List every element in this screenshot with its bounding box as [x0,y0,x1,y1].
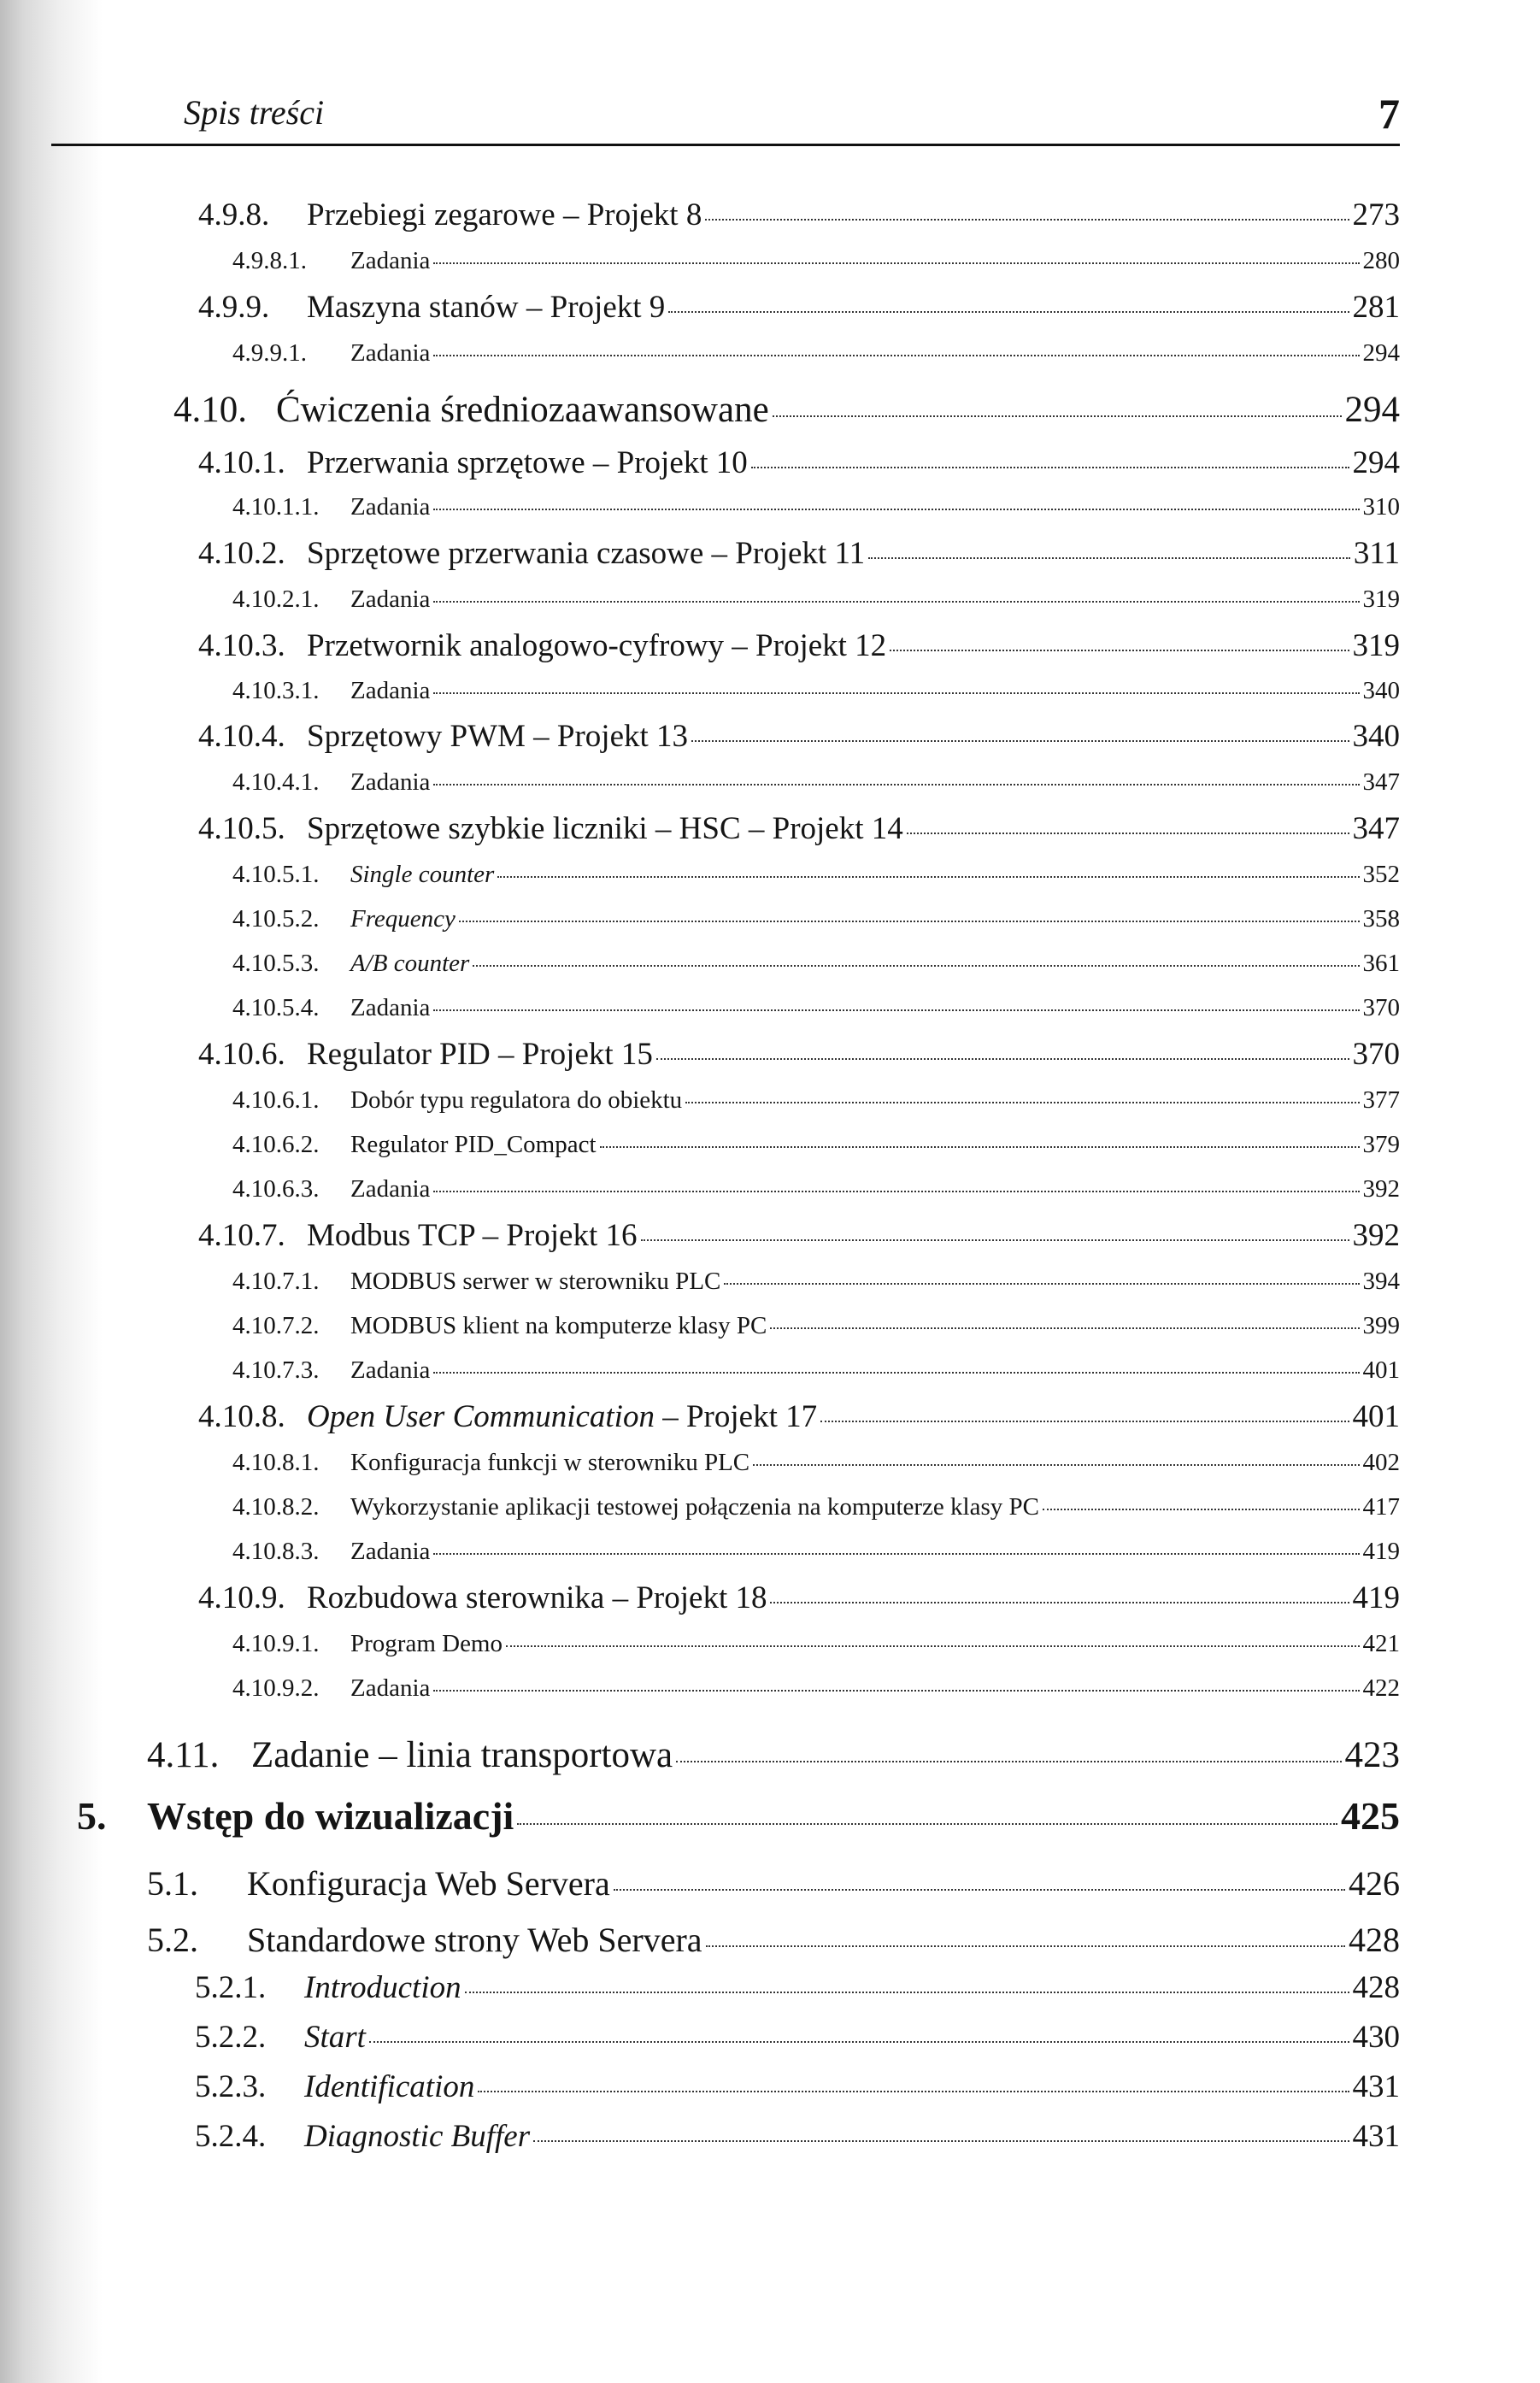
toc-entry-number: 4.10.5.4. [232,994,320,1021]
toc-entry[interactable] [232,1268,1400,1296]
toc-entry-number: 5.2.1. [195,1970,267,2005]
toc-entry[interactable] [232,494,1400,521]
toc-leader-dots [1043,1509,1360,1510]
toc-entry-page: 370 [1352,1037,1400,1072]
toc-entry-title: Zadania [350,994,431,1021]
toc-entry-number: 4.9.9.1. [232,339,307,367]
toc-entry-number: 4.10.7.3. [232,1356,320,1384]
toc-leader-dots [705,219,1349,221]
toc-entry-page: 319 [1352,628,1400,663]
toc-entry-number: 4.10.5.3. [232,950,320,977]
toc-entry-number: 4.10.8.2. [232,1493,320,1521]
toc-entry[interactable] [198,198,1400,233]
toc-leader-dots [517,1823,1337,1825]
toc-entry[interactable] [232,1494,1400,1521]
toc-leader-dots [433,1009,1359,1011]
running-title: Spis treści [184,93,325,132]
toc-entry-number: 4.10.6.1. [232,1086,320,1114]
toc-leader-dots [770,1602,1349,1603]
toc-entry[interactable] [198,446,1400,481]
toc-entry-number: 4.10.5.1. [232,861,320,888]
toc-entry[interactable] [232,1631,1400,1658]
toc-entry-page: 340 [1362,677,1400,704]
toc-entry-number: 4.10.6.3. [232,1175,320,1203]
toc-entry-page: 311 [1353,536,1400,571]
toc-entry-page: 319 [1362,585,1400,613]
toc-entry-page: 425 [1341,1794,1400,1838]
toc-leader-dots [656,1058,1349,1060]
toc-entry-page: 402 [1362,1449,1400,1476]
toc-entry-page: 377 [1362,1086,1400,1114]
toc-leader-dots [614,1889,1345,1891]
toc-entry-title: MODBUS klient na komputerze klasy PC [350,1312,767,1339]
toc-entry-page: 431 [1352,2119,1400,2154]
toc-entry-title: Zadania [350,1674,431,1702]
toc-entry-title: Zadania [350,1175,431,1203]
toc-entry-title: Maszyna stanów – Projekt 9 [307,290,666,325]
toc-entry-title: Sprzętowe przerwania czasowe – Projekt 11 [307,536,866,571]
toc-leader-dots [465,1992,1349,1993]
toc-entry[interactable] [198,1400,1400,1435]
toc-leader-dots [533,2140,1349,2142]
toc-leader-dots [753,1464,1359,1466]
toc-entry-title: Przerwania sprzętowe – Projekt 10 [307,445,748,480]
toc-leader-dots [868,557,1350,559]
toc-entry[interactable] [195,1971,1400,2006]
toc-entry-number: 4.11. [147,1735,220,1775]
toc-entry-title: Introduction [304,1970,461,2005]
toc-entry-title: Zadania [350,339,431,367]
toc-entry-title: Sprzętowy PWM – Projekt 13 [307,719,689,754]
toc-entry-page: 394 [1362,1268,1400,1295]
toc-entry[interactable] [147,1735,1400,1775]
toc-entry-number: 4.10.7.1. [232,1268,320,1295]
toc-entry[interactable] [198,720,1400,755]
toc-leader-dots [691,740,1349,742]
toc-entry[interactable] [232,678,1400,705]
toc-entry[interactable] [198,1219,1400,1254]
toc-entry-number: 4.10.1.1. [232,493,320,521]
toc-entry[interactable] [232,248,1400,275]
toc-entry-number: 4.10.4.1. [232,768,320,796]
toc-entry-title: Dobór typu regulatora do obiektu [350,1086,683,1114]
toc-entry-title: Zadania [350,677,431,704]
toc-leader-dots [473,965,1359,967]
toc-entry-page: 428 [1352,1970,1400,2005]
toc-entry-number: 4.10.2. [198,536,285,571]
toc-entry-number: 4.10.2.1. [232,585,320,613]
toc-entry[interactable] [198,1038,1400,1073]
toc-leader-dots [907,833,1349,834]
toc-entry-page: 370 [1362,994,1400,1021]
toc-entry-page: 399 [1362,1312,1400,1339]
toc-leader-dots [676,1761,1341,1762]
toc-leader-dots [706,1945,1345,1947]
toc-entry-number: 4.10.9.1. [232,1630,320,1657]
toc-entry-number: 4.9.9. [198,290,270,325]
toc-entry-number: 5.1. [147,1864,198,1903]
toc-entry-title: Ćwiczenia średniozaawansowane [276,390,769,430]
toc-entry[interactable] [232,1132,1400,1159]
toc-entry-number: 4.10.1. [198,445,285,480]
toc-leader-dots [668,311,1349,313]
toc-entry-title-rest: – Projekt 17 [654,1399,818,1434]
toc-entry-title: Start [304,2020,366,2055]
toc-entry-page: 426 [1349,1864,1400,1903]
toc-entry[interactable] [198,537,1400,572]
toc-entry-page: 347 [1352,811,1400,846]
toc-leader-dots [433,355,1359,356]
toc-entry-number: 4.10.9.2. [232,1674,320,1702]
toc-entry[interactable] [173,390,1400,430]
toc-entry-number: 4.10.8. [198,1399,285,1434]
toc-leader-dots [497,876,1359,878]
toc-entry[interactable] [232,1675,1400,1703]
toc-entry-title: Diagnostic Buffer [304,2119,531,2154]
toc-entry-number: 4.10.3. [198,628,285,663]
toc-entry-title: Wykorzystanie aplikacji testowej połączenia na komputerze klasy PC [350,1493,1039,1521]
toc-entry[interactable] [232,1087,1400,1115]
toc-entry-number: 5. [77,1794,107,1838]
toc-entry-page: 392 [1362,1175,1400,1203]
toc-entry[interactable] [232,1450,1400,1477]
toc-entry-page: 347 [1362,768,1400,796]
toc-entry-number: 4.10.4. [198,719,285,754]
toc-entry-number: 4.10.7. [198,1218,285,1253]
toc-entry-number: 4.10.3.1. [232,677,320,704]
toc-entry[interactable] [195,2070,1400,2105]
toc-entry-number: 4.10.8.3. [232,1538,320,1565]
toc-entry[interactable] [198,812,1400,847]
toc-entry[interactable] [232,1176,1400,1203]
toc-entry-title [307,1400,817,1435]
toc-leader-dots [770,1327,1359,1329]
toc-entry-page: 423 [1344,1735,1400,1775]
toc-entry[interactable] [232,862,1400,889]
toc-leader-dots [433,509,1359,510]
toc-entry-page: 428 [1349,1921,1400,1959]
toc-entry-page: 392 [1352,1218,1400,1253]
toc-entry-page: 401 [1362,1356,1400,1384]
toc-entry-title: MODBUS serwer w sterowniku PLC [350,1268,721,1295]
toc-entry[interactable] [232,1357,1400,1385]
toc-entry-page: 419 [1352,1580,1400,1615]
toc-entry-number: 4.10.9. [198,1580,285,1615]
toc-leader-dots [641,1239,1349,1241]
toc-entry-number: 5.2. [147,1921,198,1959]
toc-leader-dots [459,921,1360,922]
toc-entry-page: 419 [1362,1538,1400,1565]
toc-entry-number: 4.10.5. [198,811,285,846]
toc-entry-title: Przebiegi zegarowe – Projekt 8 [307,197,702,232]
toc-entry-title: Zadania [350,493,431,521]
toc-entry-number: 4.10. [173,390,247,430]
toc-entry[interactable] [232,340,1400,368]
toc-entry-page: 421 [1362,1630,1400,1657]
toc-entry-number: 5.2.4. [195,2119,267,2154]
toc-entry-title: Zadanie – linia transportowa [251,1735,673,1775]
toc-entry-page: 417 [1362,1493,1400,1521]
page-number: 7 [1378,90,1400,138]
toc-leader-dots [433,262,1359,264]
toc-entry[interactable] [147,1921,1400,1959]
toc-entry-title: Regulator PID_Compact [350,1131,597,1158]
toc-entry-number: 4.10.7.2. [232,1312,320,1339]
toc-entry-title: Zadania [350,1538,431,1565]
toc-entry[interactable] [195,2021,1400,2056]
toc-entry[interactable] [198,1581,1400,1616]
toc-entry-number: 4.10.8.1. [232,1449,320,1476]
toc-entry-number: 4.10.6.2. [232,1131,320,1158]
toc-entry[interactable] [198,291,1400,326]
toc-entry-number: 5.2.3. [195,2069,267,2104]
toc-entry-number: 5.2.2. [195,2020,267,2055]
toc-entry[interactable] [198,629,1400,664]
toc-leader-dots [820,1421,1349,1422]
toc-leader-dots [685,1102,1359,1103]
toc-leader-dots [433,1553,1359,1555]
toc-entry-title: Single counter [350,861,495,888]
toc-entry-page: 431 [1352,2069,1400,2104]
toc-entry-title: Zadania [350,585,431,613]
toc-entry-page: 361 [1362,950,1400,977]
toc-entry-title: Zadania [350,247,431,274]
toc-entry-title: Identification [304,2069,475,2104]
toc-entry-title-italic: Open User Communication [307,1399,655,1434]
toc-entry[interactable] [232,769,1400,797]
toc-leader-dots [433,601,1359,603]
toc-entry-page: 401 [1352,1399,1400,1434]
toc-leader-dots [478,2091,1349,2092]
toc-entry-page: 294 [1352,445,1400,480]
toc-chapter-entry[interactable] [77,1795,1400,1839]
toc-entry-title: A/B counter [350,950,470,977]
toc-leader-dots [724,1283,1359,1285]
toc-leader-dots [773,415,1342,417]
toc-leader-dots [433,1372,1359,1374]
toc-entry-number: 4.10.5.2. [232,905,320,933]
toc-entry-number: 4.9.8. [198,197,270,232]
toc-entry-title: Rozbudowa sterownika – Projekt 18 [307,1580,767,1615]
toc-entry-title: Przetwornik analogowo-cyfrowy – Projekt 12 [307,628,887,663]
toc-entry[interactable] [232,586,1400,614]
toc-entry-page: 352 [1362,861,1400,888]
toc-entry-page: 430 [1352,2020,1400,2055]
toc-leader-dots [600,1146,1360,1148]
toc-entry-page: 379 [1362,1131,1400,1158]
toc-entry-title: Wstęp do wizualizacji [147,1794,514,1838]
toc-entry-page: 422 [1362,1674,1400,1702]
toc-entry[interactable] [232,1539,1400,1566]
toc-entry-title: Frequency [350,905,456,933]
toc-entry-page: 358 [1362,905,1400,933]
toc-entry-title: Sprzętowe szybkie liczniki – HSC – Projekt 14 [307,811,903,846]
toc-entry[interactable] [195,2120,1400,2155]
toc-entry-title: Zadania [350,1356,431,1384]
toc-leader-dots [506,1645,1360,1647]
toc-entry[interactable] [232,1313,1400,1340]
toc-entry-title: Program Demo [350,1630,503,1657]
toc-entry-page: 294 [1344,390,1400,430]
toc-leader-dots [890,650,1349,651]
toc-leader-dots [433,1690,1359,1692]
toc-entry-title: Modbus TCP – Projekt 16 [307,1218,638,1253]
toc-entry-page: 281 [1352,290,1400,325]
toc-entry-title: Regulator PID – Projekt 15 [307,1037,653,1072]
toc-entry[interactable] [232,906,1400,933]
toc-entry[interactable] [147,1865,1400,1903]
toc-leader-dots [369,2041,1349,2043]
toc-entry-page: 273 [1352,197,1400,232]
toc-entry-page: 340 [1352,719,1400,754]
toc-leader-dots [433,784,1359,786]
toc-entry-number: 4.10.6. [198,1037,285,1072]
toc-leader-dots [433,692,1359,694]
toc-entry-page: 280 [1362,247,1400,274]
toc-entry-page: 310 [1362,493,1400,521]
toc-entry-title: Konfiguracja funkcji w sterowniku PLC [350,1449,750,1476]
toc-leader-dots [433,1191,1359,1192]
toc-entry-number: 4.9.8.1. [232,247,307,274]
toc-entry[interactable] [232,950,1400,978]
toc-entry-title: Standardowe strony Web Servera [247,1921,702,1959]
toc-entry[interactable] [232,995,1400,1022]
toc-entry-page: 294 [1362,339,1400,367]
toc-leader-dots [751,467,1349,468]
toc-entry-title: Zadania [350,768,431,796]
toc-entry-title: Konfiguracja Web Servera [247,1864,610,1903]
